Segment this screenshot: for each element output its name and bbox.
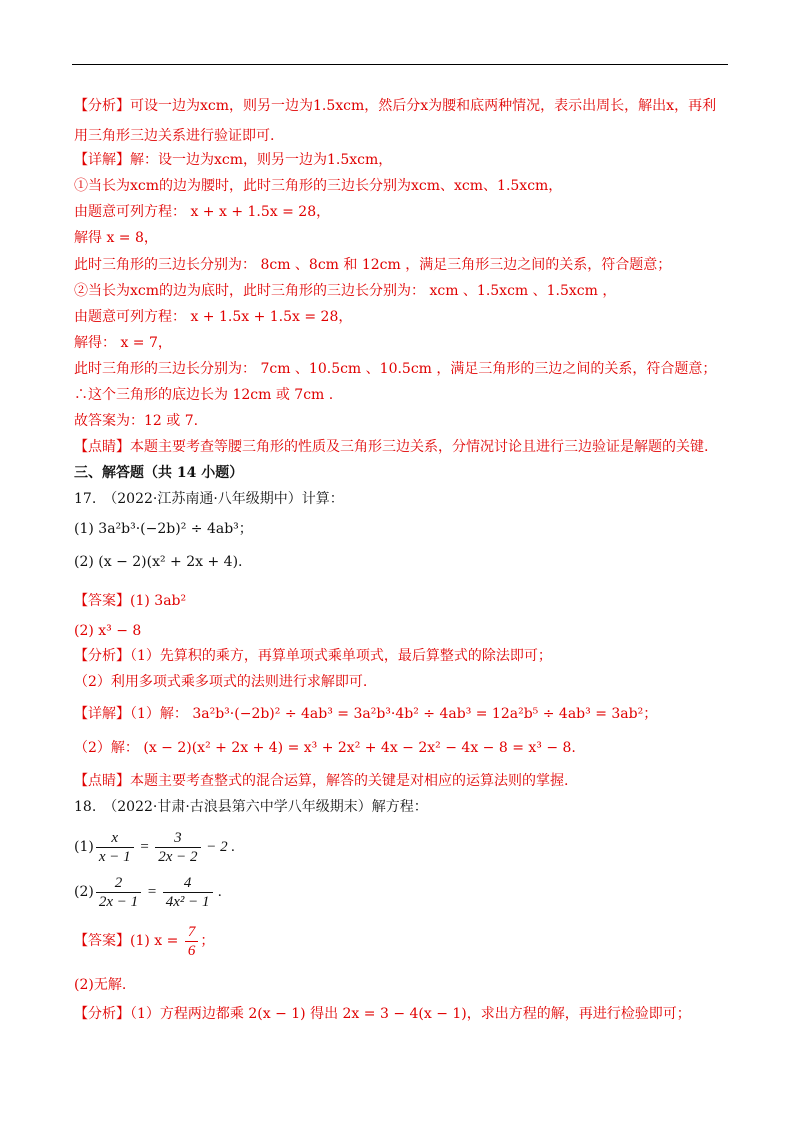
text-line: 【分析】（1）先算积的乘方，再算单项式乘单项式，最后算整式的除法即可； (74, 648, 552, 664)
q17-answer-2: (2) x³ − 8 (74, 623, 142, 639)
q17-part-1: (1) 3a²b³·(−2b)² ÷ 4ab³； (74, 521, 253, 537)
text-line: ∴这个三角形的底边长为 12cm 或 7cm . (74, 387, 334, 403)
fraction: $\frac{2}{2x - 1}$ (96, 874, 141, 911)
text-line: 【分析】可设一边为xcm，则另一边为1.5xcm，然后分x为腰和底两种情况，表示出周长，解出x，再利 (74, 98, 717, 114)
text-line: （2）利用多项式乘多项式的法则进行求解即可. (74, 674, 368, 690)
section-heading: 三、解答题（共 14 小题） (74, 465, 244, 481)
text-line: 此时三角形的三边长分别为： 8cm 、8cm 和 12cm ，满足三角形三边之间的关系，符合题意； (74, 257, 672, 273)
part-label: (1) (74, 839, 94, 855)
question-17-title: 17. （2022·江苏南通·八年级期中）计算： (74, 491, 344, 507)
text-line: 解得： x = 7， (74, 335, 172, 351)
fraction: $\frac{x}{x - 1}$ (96, 829, 134, 866)
text-line: 【点睛】本题主要考查等腰三角形的性质及三角形三边关系，分情况讨论且进行三边验证是解题的关键. (74, 439, 709, 455)
part-label: (2) (74, 884, 94, 900)
text-line: ①当长为xcm的边为腰时，此时三角形的三边长分别为xcm、xcm、1.5xcm， (74, 178, 563, 194)
fraction: $\frac{7}{6}$ (185, 923, 199, 960)
q18-part-1: (1) $\frac{x}{x - 1}$ = $\frac{3}{2x - 2}$ − 2 . (74, 829, 236, 865)
text-line: 由题意可列方程： x + 1.5x + 1.5x = 28， (74, 309, 353, 325)
text-line: 解得 x = 8， (74, 230, 158, 246)
q17-answer-1: 【答案】(1) 3ab² (74, 593, 187, 609)
header-rule (72, 64, 728, 65)
q18-part-2: (2) $\frac{2}{2x - 1}$ = $\frac{4}{\text{4x² − 1}}$ . (74, 874, 223, 910)
q18-answer-1: 【答案】(1) x = $\frac{7}{6}$ ； (74, 923, 215, 959)
text-line: 故答案为：12 或 7. (74, 413, 199, 429)
question-18-title: 18. （2022·甘肃·古浪县第六中学八年级期末）解方程： (74, 799, 428, 815)
text-line: 【详解】解：设一边为xcm，则另一边为1.5xcm， (74, 152, 393, 168)
fraction: $\frac{3}{2x - 2}$ (155, 829, 200, 866)
text-line: 用三角形三边关系进行验证即可. (74, 128, 275, 144)
text-line: 【点睛】本题主要考查整式的混合运算，解答的关键是对相应的运算法则的掌握. (74, 773, 569, 789)
text-line: 由题意可列方程： x + x + 1.5x = 28， (74, 204, 331, 220)
q17-part-2: (2) (x − 2)(x² + 2x + 4). (74, 554, 243, 570)
fraction: $\frac{4}{\text{4x² − 1}}$ (163, 874, 213, 911)
text-line: （2）解： (x − 2)(x² + 2x + 4) = x³ + 2x² + 4x − 2x² − 4x − 8 = x³ − 8. (74, 740, 576, 756)
text-line: 此时三角形的三边长分别为： 7cm 、10.5cm 、10.5cm ，满足三角形的三边之间的关系，符合题意； (74, 361, 717, 377)
q18-analysis: 【分析】（1）方程两边都乘 2(x − 1) 得出 2x = 3 − 4(x − 1)，求出方程的解，再进行检验即可； (74, 1006, 691, 1022)
text-line: ②当长为xcm的边为底时，此时三角形的三边长分别为： xcm 、1.5xcm 、1.5xcm ， (74, 283, 617, 299)
q18-answer-2: (2)无解. (74, 977, 127, 993)
text-line: 【详解】（1）解： 3a²b³·(−2b)² ÷ 4ab³ = 3a²b³·4b² ÷ 4ab³ = 12a²b⁵ ÷ 4ab³ = 3ab²； (74, 706, 658, 722)
